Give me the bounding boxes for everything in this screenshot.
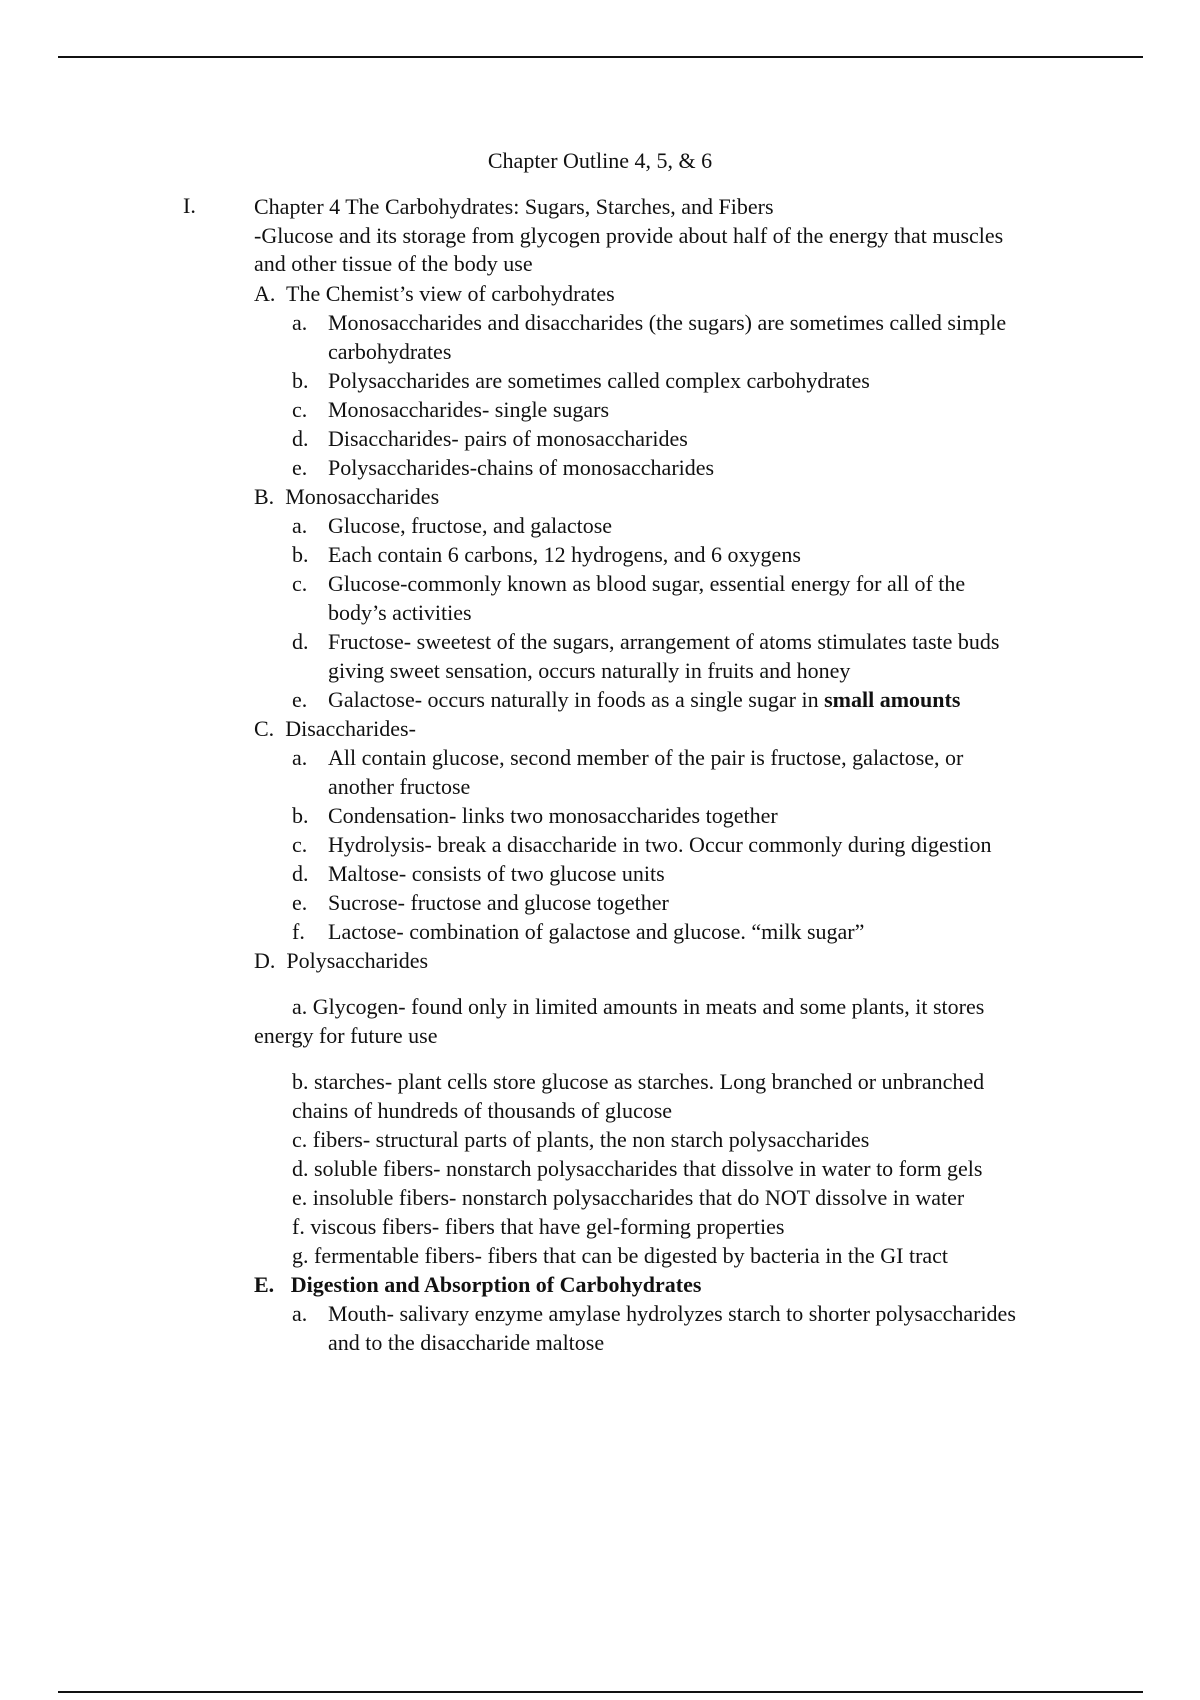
item-text: Monosaccharides- single sugars bbox=[328, 397, 610, 422]
item-label: a. bbox=[292, 513, 308, 538]
outline-heading-text: Disaccharides- bbox=[285, 716, 416, 741]
item-text: Each contain 6 carbons, 12 hydrogens, and 6 oxygens bbox=[328, 542, 801, 567]
outline-label: E. bbox=[254, 1272, 275, 1297]
outline-heading-text: Polysaccharides bbox=[286, 948, 429, 973]
list-item: b. starches- plant cells store glucose as starches. Long branched or unbranched bbox=[292, 1069, 985, 1094]
item-text: All contain glucose, second member of the pair is fructose, galactose, or bbox=[328, 745, 964, 770]
section-intro-line2: and other tissue of the body use bbox=[254, 251, 533, 276]
item-text: Fructose- sweetest of the sugars, arrangement of atoms stimulates taste buds bbox=[328, 629, 1000, 654]
item-text-cont: carbohydrates bbox=[328, 339, 452, 364]
item-text: Maltose- consists of two glucose units bbox=[328, 861, 665, 886]
item-text: Sucrose- fructose and glucose together bbox=[328, 890, 669, 915]
item-label: f. bbox=[292, 919, 305, 944]
item-text-bold: small amounts bbox=[824, 687, 961, 712]
outline-label: C. bbox=[254, 716, 275, 741]
list-item: f. viscous fibers- fibers that have gel-forming properties bbox=[292, 1214, 785, 1239]
paragraph-line: energy for future use bbox=[254, 1023, 438, 1048]
item-text-cont: body’s activities bbox=[328, 600, 472, 625]
item-text-cont: and to the disaccharide maltose bbox=[328, 1330, 605, 1355]
outline-heading-d bbox=[254, 947, 428, 975]
item-label: a. bbox=[292, 310, 308, 335]
item-text: Mouth- salivary enzyme amylase hydrolyzes starch to shorter polysaccharides bbox=[328, 1301, 1016, 1326]
outline-label: D. bbox=[254, 948, 276, 973]
outline-heading-e bbox=[254, 1271, 701, 1299]
section-intro-line1: -Glucose and its storage from glycogen provide about half of the energy that muscles bbox=[254, 223, 1004, 248]
item-text: Monosaccharides and disaccharides (the sugars) are sometimes called simple bbox=[328, 310, 1007, 335]
outline-heading-text: Digestion and Absorption of Carbohydrates bbox=[290, 1272, 702, 1297]
item-label: c. bbox=[292, 571, 308, 596]
outline-heading-text: Monosaccharides bbox=[285, 484, 440, 509]
item-text: Glucose, fructose, and galactose bbox=[328, 513, 613, 538]
list-item: c. fibers- structural parts of plants, the non starch polysaccharides bbox=[292, 1127, 870, 1152]
item-text: Lactose- combination of galactose and glucose. “milk sugar” bbox=[328, 919, 865, 944]
section-numeral: I. bbox=[183, 193, 196, 218]
item-label: b. bbox=[292, 803, 309, 828]
item-text-cont: chains of hundreds of thousands of glucose bbox=[292, 1098, 673, 1123]
section-heading: Chapter 4 The Carbohydrates: Sugars, Starches, and Fibers bbox=[254, 194, 774, 219]
list-item: e. insoluble fibers- nonstarch polysaccharides that do NOT dissolve in water bbox=[292, 1185, 965, 1210]
page-title: Chapter Outline 4, 5, & 6 bbox=[487, 148, 713, 173]
outline-heading-text: The Chemist’s view of carbohydrates bbox=[286, 281, 615, 306]
item-label: c. bbox=[292, 832, 308, 857]
item-text: Galactose- occurs naturally in foods as a single sugar in bbox=[328, 687, 825, 712]
list-item: d. soluble fibers- nonstarch polysaccharides that dissolve in water to form gels bbox=[292, 1156, 983, 1181]
item-label: b. bbox=[292, 368, 309, 393]
item-label: e. bbox=[292, 455, 308, 480]
item-label: d. bbox=[292, 861, 309, 886]
item-text: Condensation- links two monosaccharides together bbox=[328, 803, 778, 828]
outline-label: A. bbox=[254, 281, 276, 306]
outline-label: B. bbox=[254, 484, 275, 509]
item-label: a. bbox=[292, 745, 308, 770]
item-text: Polysaccharides-chains of monosaccharides bbox=[328, 455, 715, 480]
top-rule bbox=[58, 56, 1143, 58]
item-label: b. bbox=[292, 542, 309, 567]
item-text-cont: giving sweet sensation, occurs naturally in fruits and honey bbox=[328, 658, 851, 683]
item-label: e. bbox=[292, 890, 308, 915]
item-text: Hydrolysis- break a disaccharide in two. Occur commonly during digestion bbox=[328, 832, 992, 857]
item-text: Glucose-commonly known as blood sugar, essential energy for all of the bbox=[328, 571, 966, 596]
outline-heading-b bbox=[254, 483, 439, 511]
outline-heading-c bbox=[254, 715, 416, 743]
item-text: Disaccharides- pairs of monosaccharides bbox=[328, 426, 688, 451]
item-label: d. bbox=[292, 629, 309, 654]
item-label: d. bbox=[292, 426, 309, 451]
paragraph-line: a. Glycogen- found only in limited amounts in meats and some plants, it stores bbox=[292, 994, 985, 1019]
item-label: e. bbox=[292, 687, 308, 712]
outline-heading-a bbox=[254, 280, 615, 308]
item-text-cont: another fructose bbox=[328, 774, 471, 799]
list-item: g. fermentable fibers- fibers that can be digested by bacteria in the GI tract bbox=[292, 1243, 949, 1268]
item-label: a. bbox=[292, 1301, 308, 1326]
item-text: Polysaccharides are sometimes called complex carbohydrates bbox=[328, 368, 870, 393]
bottom-rule bbox=[58, 1691, 1143, 1693]
item-label: c. bbox=[292, 397, 308, 422]
